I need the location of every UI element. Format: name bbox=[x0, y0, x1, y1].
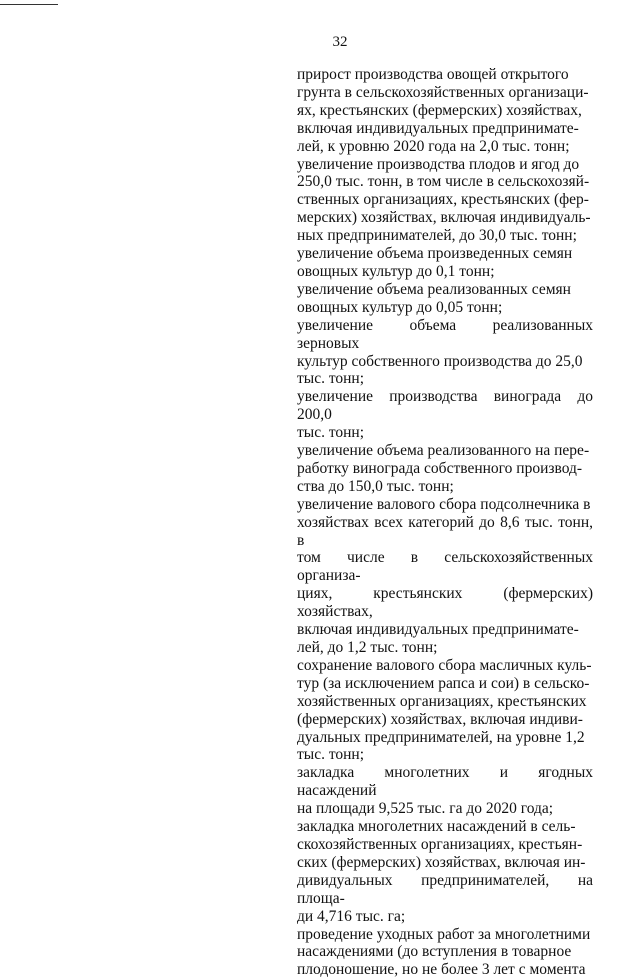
paragraph-vegetables-open-ground: прирост производства овощей открытого грунта в сельскохозяйственных организаци- ях, крестьянских (фермерских) хозяйствах, включая индивидуальных предпринимате- лей, к уровню 2020 года на 2,0 тыс. тонн; bbox=[297, 66, 593, 156]
page-number: 32 bbox=[0, 33, 640, 51]
text-column bbox=[297, 66, 593, 979]
paragraph-perennial-care-work: проведение уходных работ за многолетними насаждениями (до вступления в товарное плодоношение, но не более 3 лет с момента bbox=[297, 926, 593, 979]
paragraph-perennial-planting-area: закладка многолетних и ягодных насаждений на площади 9,525 тыс. га до 2020 года; bbox=[297, 764, 593, 818]
paragraph-grain-crops-sold: увеличение объема реализованных зерновых культур собственного производства до 25,0 тыс. тонн; bbox=[297, 317, 593, 389]
paragraph-grape-processing: увеличение объема реализованного на пере- работку винограда собственного производ- ства до 150,0 тыс. тонн; bbox=[297, 442, 593, 496]
paragraph-sunflower-harvest: увеличение валового сбора подсолнечника в хозяйствах всех категорий до 8,6 тыс. тонн, в том числе в сельскохозяйственных организа- циях, крестьянских (фермерских) хозяйствах, включая индивидуальных предпринимате- лей, до 1,2 тыс. тонн; bbox=[297, 496, 593, 657]
paragraph-fruits-berries: увеличение производства плодов и ягод до 250,0 тыс. тонн, в том числе в сельскохозяй- ственных организациях, крестьянских (фер- мерских) хозяйствах, включая индивидуаль- ных предпринимателей, до 30,0 тыс. тонн; bbox=[297, 156, 593, 246]
top-left-rule bbox=[0, 4, 58, 5]
paragraph-perennial-planting-farms: закладка многолетних насаждений в сель- скохозяйственных организациях, крестьян- ских (фермерских) хозяйствах, включая ин- дивидуальных предпринимателей, на площа- ди 4,716 тыс. га; bbox=[297, 818, 593, 925]
paragraph-grape-production: увеличение производства винограда до 200,0 тыс. тонн; bbox=[297, 388, 593, 442]
paragraph-vegetable-seeds-produced: увеличение объема произведенных семян овощных культур до 0,1 тонн; bbox=[297, 245, 593, 281]
paragraph-oilseed-harvest: сохранение валового сбора масличных куль- тур (за исключением рапса и сои) в сельско- хозяйственных организациях, крестьянских (фермерских) хозяйствах, включая индиви- дуальных предпринимателей, на уровне 1,2 тыс. тонн; bbox=[297, 657, 593, 764]
paragraph-vegetable-seeds-sold: увеличение объема реализованных семян овощных культур до 0,05 тонн; bbox=[297, 281, 593, 317]
